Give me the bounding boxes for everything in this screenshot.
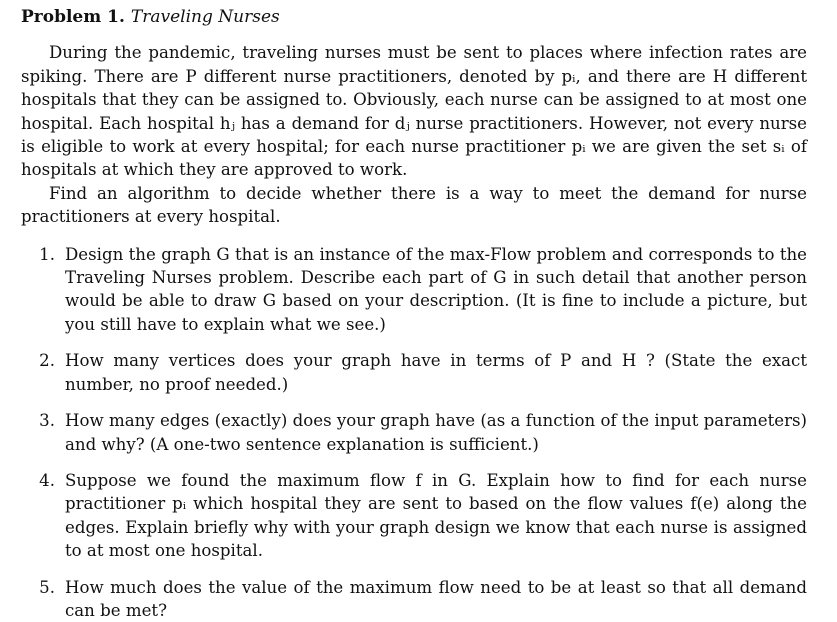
question-number: 1.: [39, 244, 55, 264]
question-number: 5.: [39, 577, 55, 597]
question-item: [21, 349, 807, 396]
intro-paragraph-2: Find an algorithm to decide whether there is a way to meet the demand for nurse practitioners at every hospital.: [21, 183, 807, 227]
question-item: [21, 409, 807, 456]
problem-title: Traveling Nurses: [130, 7, 280, 27]
question-text: How much does the value of the maximum flow need to be at least so that all demand can be met?: [65, 577, 807, 620]
problem-label: Problem 1.: [21, 7, 125, 27]
question-item: [21, 576, 807, 622]
question-item: [21, 469, 807, 563]
intro-paragraph-1: During the pandemic, traveling nurses must be sent to places where infection rates are spiking. There are P different nurse practitioners, denoted by pᵢ, and there are H different hospitals that they can be assigned to. Obviously, each nurse can be assigned to at most one hospital. Each hospital hⱼ has a demand for dⱼ nurse practitioners. However, not every nurse is eligible to work at every hospital; for each nurse practitioner pᵢ we are given the set sᵢ of hospitals at which they are approved to work.: [21, 43, 807, 180]
question-list: [21, 243, 807, 622]
question-text: Suppose we found the maximum flow f in G. Explain how to find for each nurse practitioner pᵢ which hospital they are sent to based on the flow values f(e) along the edges. Explain briefly why with your graph design we know that each nurse is assigned to at most one hospital.: [65, 470, 807, 561]
question-text: Design the graph G that is an instance of the max-Flow problem and corresponds to the Traveling Nurses problem. Describe each part of G in such detail that another person would be able to draw G based on your description. (It is fine to include a picture, but you still have to explain what we see.): [65, 244, 807, 334]
question-item: [21, 243, 807, 337]
question-number: 4.: [39, 470, 55, 490]
question-text: How many edges (exactly) does your graph have (as a function of the input parameters) and why? (A one-two sentence explanation is sufficient.): [65, 411, 807, 454]
question-number: 3.: [39, 411, 55, 431]
problem-heading: [21, 6, 807, 29]
question-number: 2.: [39, 351, 55, 371]
question-text: How many vertices does your graph have in terms of P and H ? (State the exact number, no proof needed.): [65, 351, 807, 394]
